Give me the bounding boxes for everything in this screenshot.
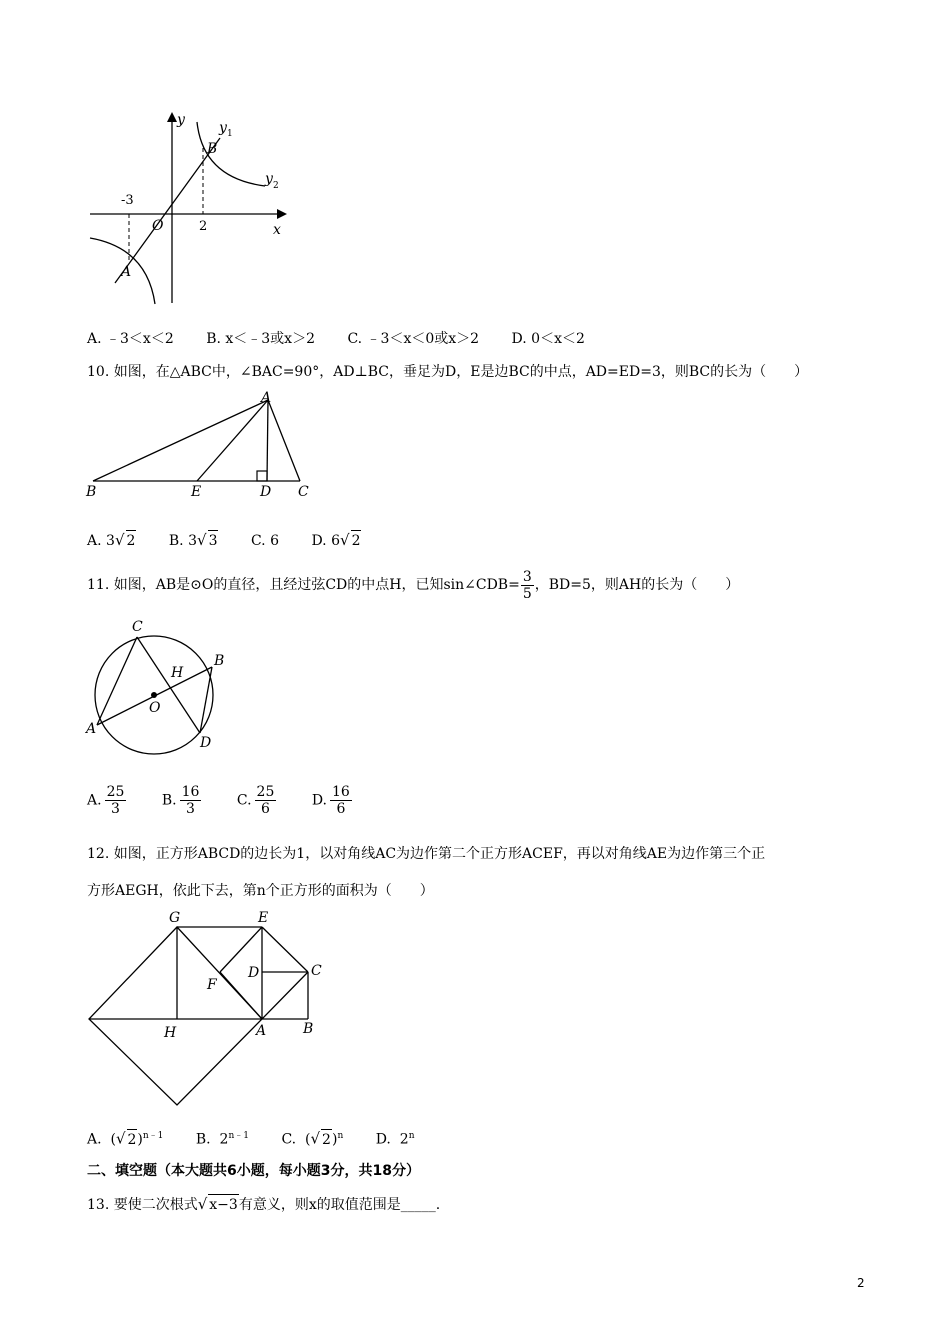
q12-label-B: B [303,1021,314,1037]
q12-label-D: D [248,965,260,981]
q10-question: 10. 如图，在△ABC中，∠BAC=90°，AD⊥BC，垂足为D，E是边BC的中点，AD=ED=3，则BC的长为（ ） [87,364,809,380]
q12-question-line2: 方形AEGH，依此下去，第n个正方形的面积为（ ） [87,883,434,899]
q10-label-A: A [261,390,272,406]
q11-label-B: B [214,653,225,669]
q10-label-D: D [260,484,272,500]
q12-question-line1: 12. 如图，正方形ABCD的边长为1，以对角线AC为边作第二个正方形ACEF，再以对角线AE为边作第三个正 [87,846,766,862]
q10-label-B: B [86,484,97,500]
q12-label-C: C [311,963,322,979]
q9-options [87,329,613,349]
q10-option-d: D. 6√ 2 [311,531,361,549]
q9-option-a: A. ﹣3＜x＜2 [87,331,174,347]
q12-label-H: H [164,1025,177,1041]
q9-option-b: B. x＜﹣3或x＞2 [206,331,315,347]
q12-label-F: F [207,977,217,993]
q12-label-E: E [258,910,269,926]
q12-label-A: A [256,1023,267,1039]
q9-label-O: O [152,218,164,234]
q11-label-C: C [132,619,143,635]
q11-circle-figure [82,615,232,755]
q9-label-neg3: -3 [121,193,134,208]
q11-option-c: C. $\frac{25}{6}$ [236,784,275,817]
q9-option-d: D. 0＜x＜2 [511,331,585,347]
q11-options [87,784,383,817]
q12-option-b: B. $2^{n﹣1}$ [195,1131,249,1148]
q9-label-B: B [207,141,218,157]
q10-option-a: A. 3√ 2 [87,531,136,549]
q12-label-G: G [169,910,181,926]
page-number: 2 [857,1276,865,1290]
q11-label-A: A [86,721,97,737]
q10-options [87,530,389,551]
q9-label-y1-sub: 1 [227,129,233,139]
q10-option-b: B. 3√ 3 [168,531,218,549]
q9-label-y2: y [265,171,273,187]
q12-options [87,1126,443,1150]
q10-triangle-figure [85,388,320,500]
q11-label-O: O [149,700,161,716]
q12-squares-figure [82,905,337,1110]
q9-option-c: C. ﹣3＜x＜0或x＞2 [347,331,480,347]
q9-label-y2-sub: 2 [273,181,279,191]
q9-label-x: x [273,222,281,238]
q10-label-C: C [298,484,309,500]
q10-label-E: E [191,484,202,500]
q9-label-y: y [177,112,185,128]
q11-option-d: D. $\frac{16}{6}$ [311,784,350,817]
q9-label-A: A [121,264,132,280]
q13-question: 13. 要使二次根式√ x−3有意义，则x的取值范围是_____. [87,1195,441,1213]
q12-option-d: D. 2$^n$ [375,1131,415,1148]
q12-option-c: C. (√ 2)$^n$ [281,1129,344,1148]
q9-label-y1: y [219,120,227,136]
q10-option-c: C. 6 [250,533,279,549]
q11-option-b: B. $\frac{16}{3}$ [161,784,200,817]
q11-label-D: D [200,735,212,751]
q11-question: 11. 如图，AB是⊙O的直径，且经过弦CD的中点H，已知sin∠CDB= $\frac{3}{5}$ ，BD=5，则AH的长为（ ） [87,568,740,602]
q9-label-2: 2 [199,219,208,234]
section-heading-fill-in: 二、填空题（本大题共6小题，每小题3分，共18分） [87,1163,420,1179]
q11-option-a: A. $\frac{25}{3}$ [87,784,125,817]
q11-label-H: H [171,665,184,681]
q12-option-a: A. (√ 2)$^{n﹣1}$ [87,1129,164,1148]
q9-function-graph [85,108,300,308]
